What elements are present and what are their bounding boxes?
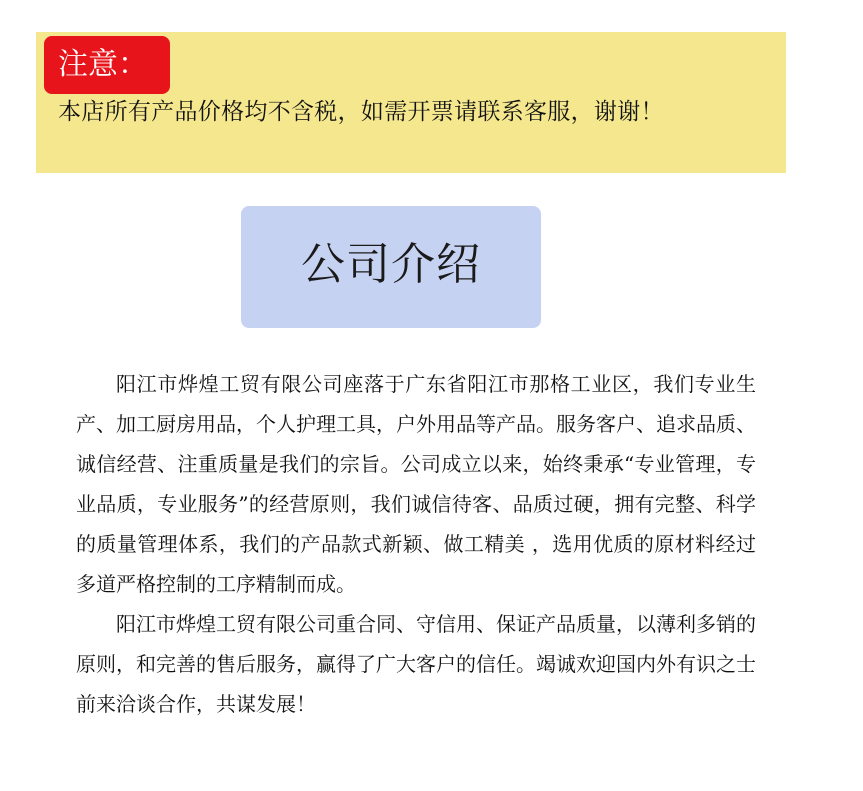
company-intro-body xyxy=(76,364,756,724)
notice-badge: 注意： xyxy=(44,36,170,94)
section-title-box xyxy=(241,206,541,328)
intro-paragraph-2: 阳江市烨煌工贸有限公司重合同、守信用、保证产品质量，以薄利多销的原则，和完善的售后服务，赢得了广大客户的信任。竭诚欢迎国内外有识之士前来洽谈合作，共谋发展！ xyxy=(76,612,756,716)
notice-text: 本店所有产品价格均不含税，如需开票请联系客服，谢谢！ xyxy=(58,99,664,125)
section-title: 公司介绍 xyxy=(301,239,481,290)
intro-paragraph-1: 阳江市烨煌工贸有限公司座落于广东省阳江市那格工业区，我们专业生产、加工厨房用品，个人护理工具，户外用品等产品。服务客户、追求品质、诚信经营、注重质量是我们的宗旨。公司成立以来，始终秉承“专业管理，专业品质，专业服务”的经营原则，我们诚信待客、品质过硬，拥有完整、科学的质量管理体系，我们的产品款式新颖、做工精美 ，选用优质的原材料经过多道严格控制的工序精制而成。 xyxy=(76,372,756,596)
